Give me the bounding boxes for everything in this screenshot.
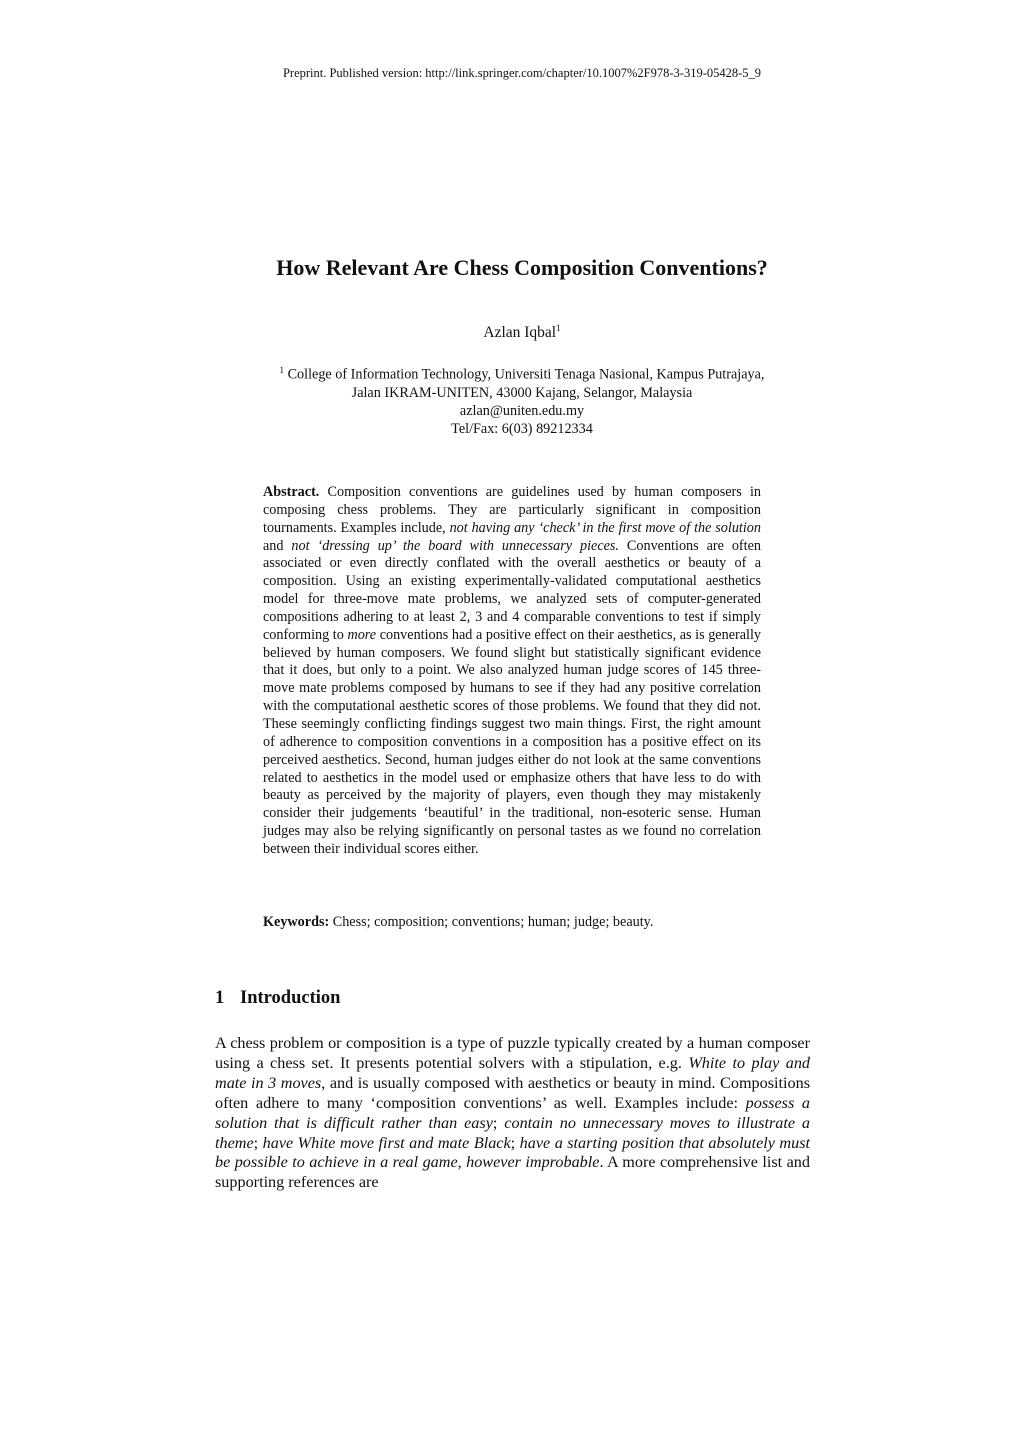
abstract-text-1: Composition conventions are guidelines used by human composers in composing chess problems. They are particularly significant in composition tournaments. Examples include, bbox=[263, 484, 761, 536]
affiliation-line-1 bbox=[0, 361, 1024, 384]
author-email: azlan@uniten.edu.my bbox=[459, 402, 585, 419]
affiliation-line-2: Jalan IKRAM-UNITEN, 43000 Kajang, Selangor, Malaysia bbox=[351, 384, 693, 401]
intro-text-5: ; bbox=[510, 1133, 520, 1152]
affiliation-superscript: 1 bbox=[279, 365, 285, 375]
affiliation-block bbox=[0, 361, 1024, 438]
author-phone: Tel/Fax: 6(03) 89212334 bbox=[451, 420, 593, 437]
author-line bbox=[0, 323, 1024, 342]
author-name: Azlan Iqbal bbox=[483, 324, 557, 342]
abstract-label: Abstract. bbox=[263, 484, 320, 500]
intro-text-4: ; bbox=[253, 1133, 263, 1152]
preprint-note: Preprint. Published version: http://link.springer.com/chapter/10.1007%2F978-3-319-05428-5_9 bbox=[282, 66, 762, 80]
intro-italic-4: have White move first and mate Black bbox=[262, 1133, 511, 1152]
intro-italic-3: contain no unnecessary moves to illustrate a theme bbox=[215, 1113, 811, 1152]
affiliation-line-1-text: College of Information Technology, Universiti Tenaga Nasional, Kampus Putrajaya, bbox=[284, 366, 765, 383]
keywords-text: Chess; composition; conventions; human; judge; beauty. bbox=[329, 914, 654, 930]
abstract-italic-1: not having any ‘check’ in the first move of the solution bbox=[449, 519, 761, 536]
intro-text-1: A chess problem or composition is a type of puzzle typically created by a human composer using a chess set. It presents potential solvers with a stipulation, e.g. bbox=[215, 1034, 810, 1072]
introduction-paragraph bbox=[215, 1034, 810, 1193]
abstract-text-3: Conventions are often associated or even directly conflated with the overall aesthetics or beauty of a composition. Using an existing experimentally-validated computational aesthetics model for three-move mate problems, we analyzed sets of computer-generated compositions adhering to at least 2, 3 and 4 comparable conventions to test if simply conforming to bbox=[263, 537, 761, 643]
abstract-italic-2: not ‘dressing up’ the board with unnecessary pieces. bbox=[291, 537, 619, 554]
keywords-label: Keywords: bbox=[263, 914, 330, 930]
paper-title: How Relevant Are Chess Composition Conventions? bbox=[276, 255, 768, 280]
section-title: Introduction bbox=[240, 988, 341, 1008]
author-superscript: 1 bbox=[556, 323, 561, 333]
intro-text-3: ; bbox=[492, 1113, 505, 1132]
intro-italic-5: have a starting position that absolutely must be possible to achieve in a real game, however improbable bbox=[215, 1133, 811, 1172]
intro-italic-2: possess a solution that is difficult rather than easy bbox=[215, 1093, 810, 1132]
keywords bbox=[263, 913, 761, 931]
abstract-italic-3: more bbox=[347, 626, 377, 643]
section-heading-introduction bbox=[215, 988, 340, 1009]
abstract bbox=[263, 484, 761, 859]
abstract-text-4: conventions had a positive effect on their aesthetics, as is generally believed by human composers. We found slight but statistically significant evidence that it does, but only to a point. We also analyzed human judge scores of 145 three-move mate problems composed by humans to see if they had any positive correlation with the computational aesthetic scores of those problems. We found that they did not. These seemingly conflicting findings suggest two main things. First, the right amount of adherence to composition conventions in a composition has a positive effect on its perceived aesthetics. Second, human judges either do not look at the same conventions related to aesthetics in the model used or emphasize others that have less to do with beauty as perceived by the majority of players, even though they may mistakenly consider their judgements ‘beautiful’ in the traditional, non-esoteric sense. Human judges may also be relying significantly on personal tastes as we found no correlation between their individual scores either. bbox=[263, 626, 761, 857]
intro-text-2: , and is usually composed with aesthetics or beauty in mind. Compositions often adhere to many ‘composition conventions’ as well. Examples include: bbox=[215, 1073, 810, 1112]
intro-text-6: . A more comprehensive list and supporting references are bbox=[215, 1153, 810, 1192]
section-number: 1 bbox=[215, 988, 225, 1008]
abstract-text-2: and bbox=[263, 537, 292, 554]
intro-italic-1: White to play and mate in 3 moves bbox=[215, 1053, 811, 1092]
